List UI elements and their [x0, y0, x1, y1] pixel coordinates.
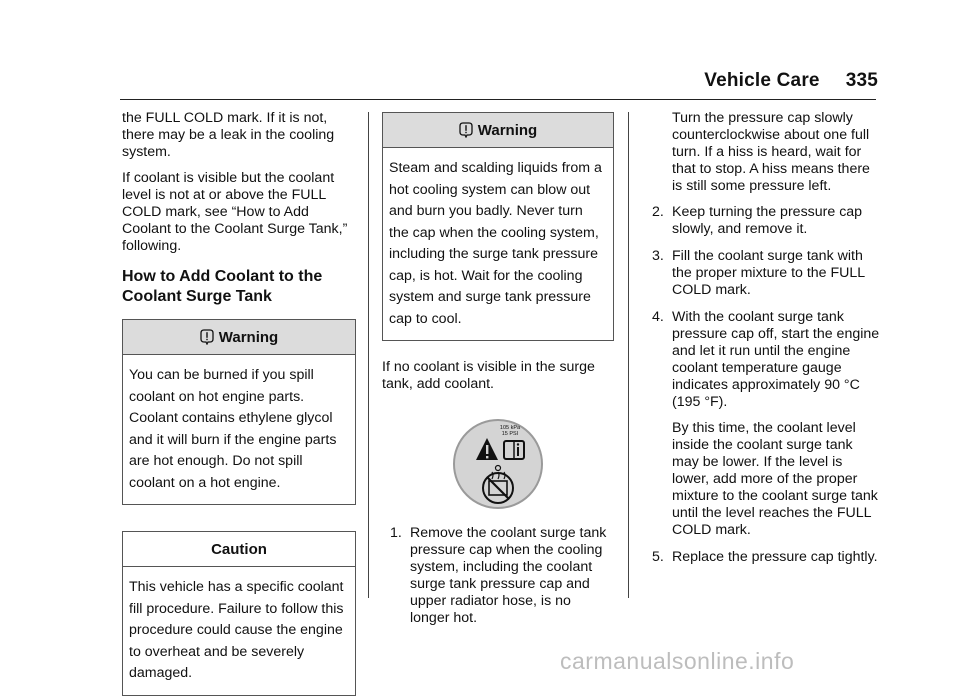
list-item [644, 549, 880, 566]
column-2 [382, 110, 614, 637]
step-text: Fill the coolant surge tank with the proper mixture to the FULL COLD mark. [672, 248, 865, 298]
steps-list [644, 204, 880, 566]
warning-text: You can be burned if you spill coolant on hot engine parts. Coolant contains ethylene glycol and it will burn if the engine parts are hot enough. Do not spill coolant on a hot engine. [129, 367, 337, 491]
column-divider [628, 112, 629, 598]
step-text: Remove the coolant surge tank pressure cap when the cooling system, including the coolant surge tank pressure cap and upper radiator hose, is no longer hot. [410, 525, 607, 626]
warning-title: Warning [218, 328, 279, 346]
page-number: 335 [845, 70, 878, 91]
column-3 [644, 110, 880, 576]
step-text: Replace the pressure cap tightly. [672, 549, 878, 565]
step-text: Keep turning the pressure cap slowly, and remove it. [672, 204, 863, 237]
cap-pressure-psi: 15 PSI [501, 431, 519, 437]
warning-icon [459, 122, 473, 138]
step-note: By this time, the coolant level inside the coolant surge tank may be lower. If the level is lower, add more of the proper mixture to the coolant surge tank until the level reaches the FULL COLD mark. [672, 420, 878, 538]
steps-list [382, 525, 614, 627]
paragraph: If no coolant is visible in the surge tank, add coolant. [382, 359, 595, 392]
list-item [644, 309, 880, 539]
step-number: 5. [652, 549, 664, 565]
section-heading: How to Add Coolant to the Coolant Surge Tank [122, 268, 323, 305]
step-continuation: Turn the pressure cap slowly counterclockwise about one full turn. If a hiss is heard, wait for that to stop. A hiss means there is still some pressure left. [672, 110, 870, 194]
caution-header: Caution [123, 532, 355, 567]
step-number: 2. [652, 204, 664, 220]
step-number: 3. [652, 248, 664, 264]
warning-box [122, 319, 356, 505]
warning-title: Warning [477, 121, 538, 139]
warning-box [382, 112, 614, 341]
list-item [382, 525, 614, 627]
cap-pressure-kpa: 105 kPa [499, 425, 521, 431]
watermark: carmanualsonline.info [560, 648, 795, 674]
list-item [644, 204, 880, 238]
caution-text: This vehicle has a specific coolant fill procedure. Failure to follow this procedure could cause the engine to overheat and be severely damaged. [129, 579, 344, 681]
list-item [644, 248, 880, 299]
pressure-cap-icon [452, 418, 544, 510]
column-divider [368, 112, 369, 598]
header-rule [120, 99, 876, 100]
column-1 [122, 110, 356, 696]
warning-header [383, 113, 613, 148]
warning-icon [200, 329, 214, 345]
page-header [704, 70, 878, 92]
step-text: With the coolant surge tank pressure cap off, start the engine and let it run until the engine coolant temperature gauge indicates approximately 90 °C (195 °F). [672, 309, 880, 410]
warning-header [123, 320, 355, 355]
step-number: 4. [652, 309, 664, 325]
step-number: 1. [390, 525, 402, 541]
caution-box [122, 531, 356, 696]
paragraph: If coolant is visible but the coolant level is not at or above the FULL COLD mark, see “How to Add Coolant to the Coolant Surge Tank,” following. [122, 170, 348, 254]
warning-text: Steam and scalding liquids from a hot cooling system can blow out and burn you badly. Never turn the cap when the cooling system, including the surge tank pressure cap, is hot. Wait for the cooling system and surge tank pressure cap to cool. [389, 160, 602, 327]
section-title: Vehicle Care [704, 70, 820, 91]
paragraph: the FULL COLD mark. If it is not, there may be a leak in the cooling system. [122, 110, 335, 160]
